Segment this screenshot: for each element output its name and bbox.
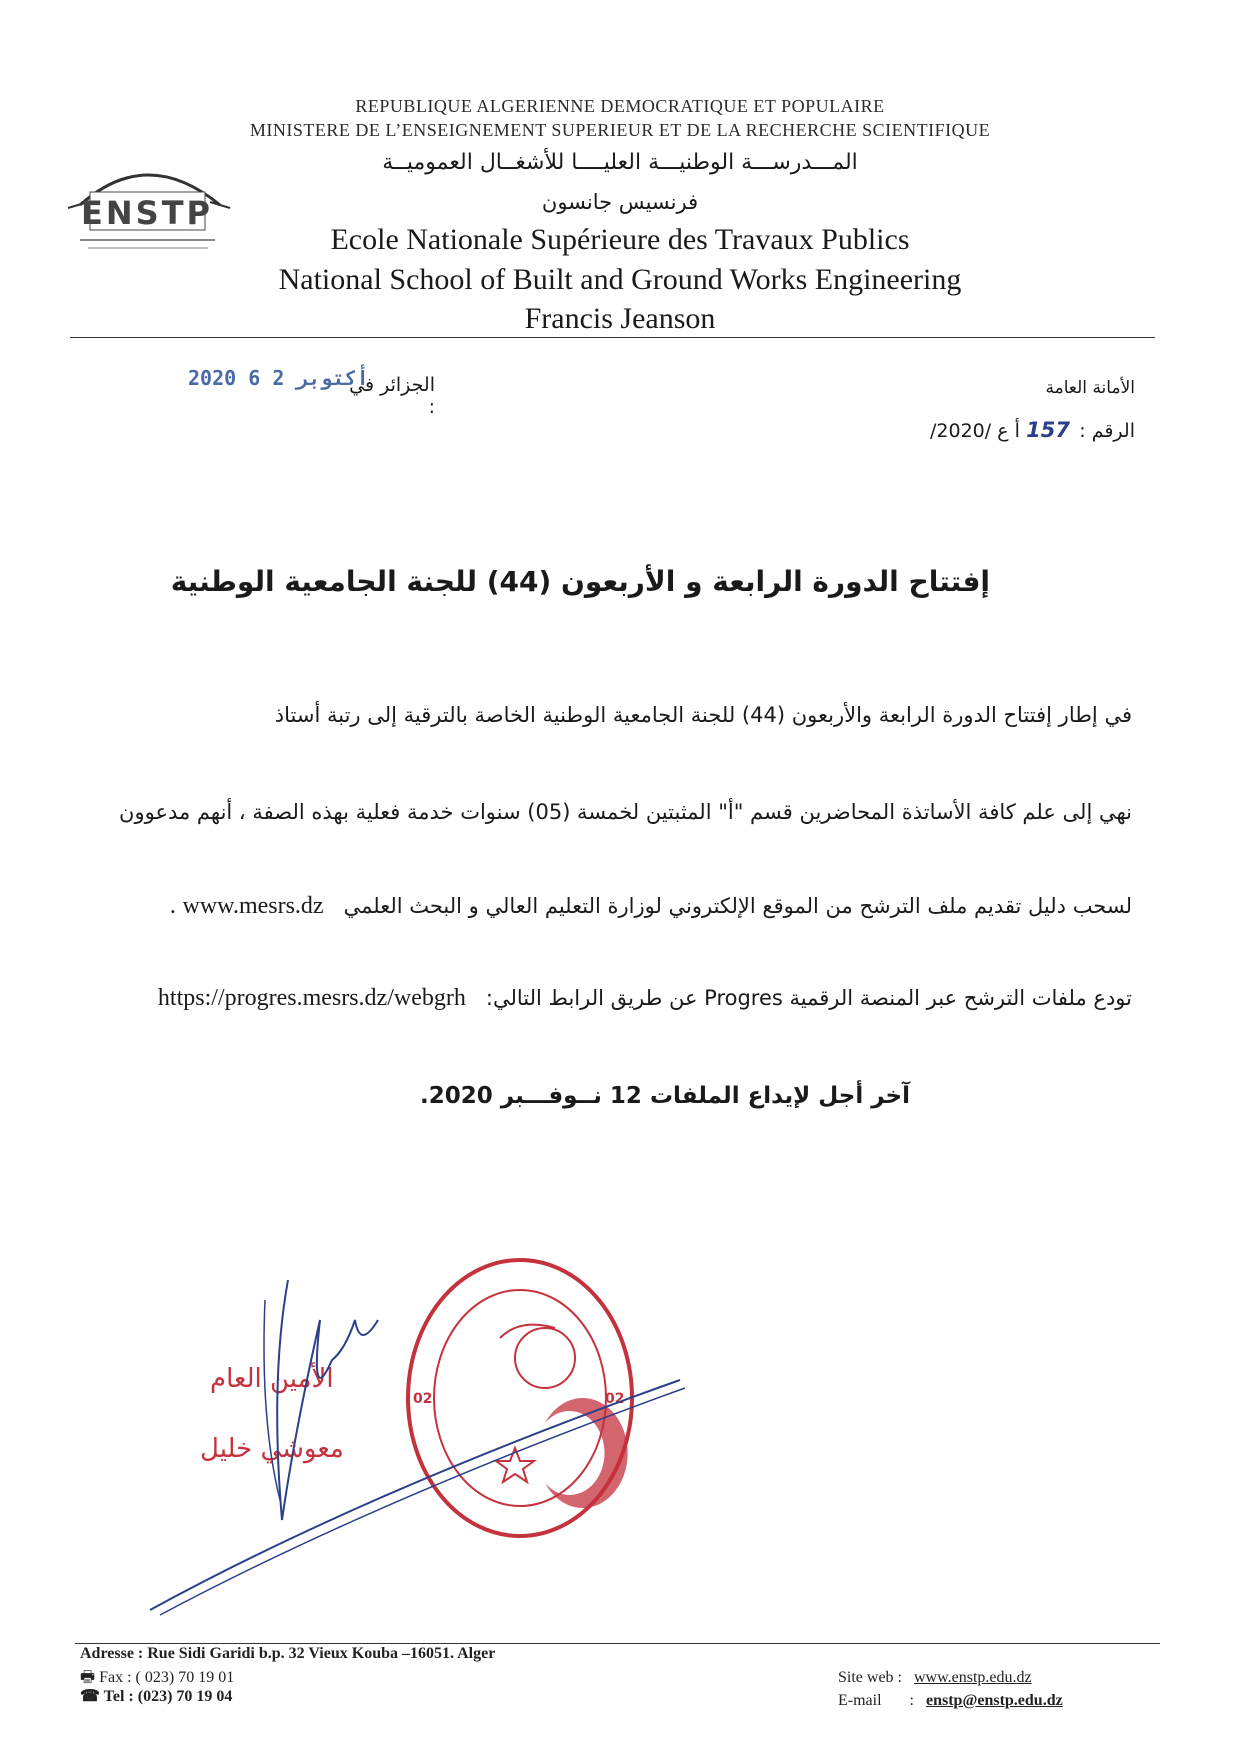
logo-text: ENSTP <box>81 194 213 232</box>
deadline-line: آخر أجل لإيداع الملفات 12 نــوفـــبر 2020. <box>420 1083 910 1109</box>
site-label: Site web : <box>838 1669 902 1686</box>
footer-website <box>838 1669 1032 1687</box>
enstp-logo <box>60 150 235 260</box>
email-link[interactable]: enstp@enstp.edu.dz <box>926 1692 1063 1709</box>
stamp-number-left: 02 <box>413 1391 433 1407</box>
fax-icon: 🖶 <box>80 1669 96 1686</box>
signatory-title: الأمين العام <box>210 1364 334 1394</box>
footer-email <box>838 1692 1063 1710</box>
footer-divider <box>75 1643 1160 1644</box>
ministry-header: MINISTERE DE L’ENSEIGNEMENT SUPERIEUR ET DE LA RECHERCHE SCIENTIFIQUE <box>249 120 991 140</box>
body-line-1: في إطار إفتتاح الدورة الرابعة والأربعون (44) للجنة الجامعية الوطنية الخاصة بالترقية إلى رتبة أستاذ <box>274 703 1132 727</box>
general-secretariat: الأمانة العامة <box>1045 378 1135 398</box>
ministry-website-link[interactable]: www.mesrs.dz <box>182 893 324 919</box>
school-name-french: Ecole Nationale Supérieure des Travaux Publics <box>330 223 910 256</box>
date-stamp: 2020 أكتوبر 2 6 <box>188 366 369 390</box>
reference-label: الرقم : <box>1079 420 1135 442</box>
body-line-3-end: . <box>169 893 176 919</box>
francis-jeanson-latin: Francis Jeanson <box>524 302 716 335</box>
stamp-number-right: 02 <box>605 1391 625 1407</box>
progres-platform-link[interactable]: https://progres.mesrs.dz/webgrh <box>157 985 466 1011</box>
email-separator: : <box>909 1692 914 1709</box>
reference-suffix: /أ ع /2020 <box>930 420 1020 442</box>
reference-number: 157 <box>1026 418 1070 442</box>
footer-address: Adresse : Rue Sidi Garidi b.p. 32 Vieux Kouba –16051. Alger <box>80 1645 496 1662</box>
body-line-4-text: تودع ملفات الترشح عبر المنصة الرقمية Progres عن طريق الرابط التالي: <box>485 986 1132 1010</box>
francis-jeanson-arabic: فرنسيس جانسون <box>541 190 699 214</box>
school-name-arabic: المـــدرســـة الوطنيـــة العليــــا للأشغــال العموميــة <box>382 150 858 175</box>
footer-tel <box>80 1686 232 1706</box>
document-title: إفتتاح الدورة الرابعة و الأربعون (44) للجنة الجامعية الوطنية <box>170 565 990 598</box>
handwritten-signature <box>120 1260 700 1620</box>
header-divider <box>70 337 1155 338</box>
phone-icon: ☎ <box>80 1688 100 1705</box>
body-line-3-text: لسحب دليل تقديم ملف الترشح من الموقع الإلكتروني لوزارة التعليم العالي و البحث العلمي <box>343 894 1132 918</box>
site-url-link[interactable]: www.enstp.edu.dz <box>914 1669 1032 1686</box>
fax-number: Fax : ( 023) 70 19 01 <box>99 1669 235 1686</box>
body-line-3 <box>170 893 1132 920</box>
email-label: E-mail <box>838 1692 882 1709</box>
date-label: الجزائر في : <box>349 374 435 418</box>
tel-number: Tel : (023) 70 19 04 <box>103 1688 233 1705</box>
signatory-name: معوشي خليل <box>200 1434 344 1464</box>
body-line-4 <box>158 985 1132 1012</box>
body-line-2: نهي إلى علم كافة الأساتذة المحاضرين قسم "أ" المثبتين لخمسة (05) سنوات خدمة فعلية بهذه الصفة ، أنهم مدعوون <box>119 800 1132 824</box>
school-name-english: National School of Built and Ground Works Engineering <box>278 263 962 296</box>
republic-header: REPUBLIQUE ALGERIENNE DEMOCRATIQUE ET POPULAIRE <box>355 96 885 116</box>
